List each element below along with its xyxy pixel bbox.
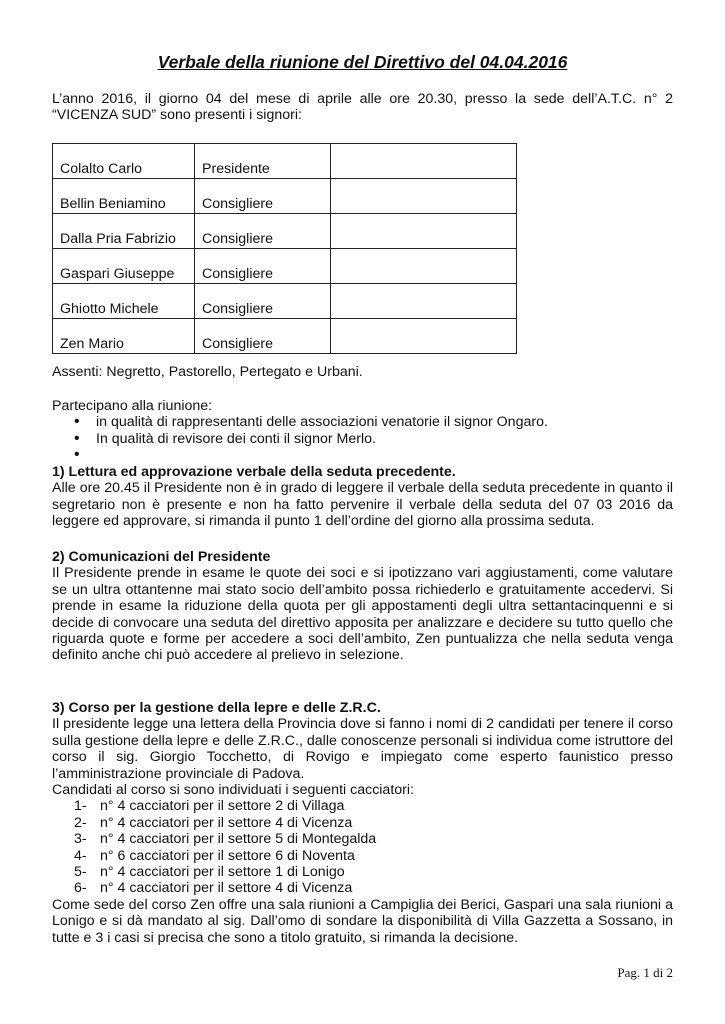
list-number: 3-	[74, 831, 87, 848]
member-signature-cell	[331, 284, 517, 319]
table-row	[53, 319, 517, 354]
section-text: Il Presidente prende in esame le quote dei soci e si ipotizzano vari aggiustamenti, come valutare se un ultra ottantenne mai stato socio dell’ambito possa richiederlo e gratuitamente accedervi. Si prende in esame la riduzione della quota per gli appostamenti degli ultra settantacinquenni e si decide di convocare una seduta del direttivo apposita per analizzare e decidere su tutto quello che riguarda quote e forme per accedere a soci dell’ambito, Zen puntualizza che nella seduta venga definito anche chi può accedere al prelievo in selezione.	[52, 565, 673, 664]
intro-line-2: “VICENZA SUD” sono presenti i signori:	[52, 107, 302, 124]
list-number: 4-	[74, 847, 87, 864]
intro-line-1: L’anno 2016, il giorno 04 del mese di aprile alle ore 20.30, presso la sede dell’A.T.C. n° 2	[52, 91, 673, 107]
section-heading: 1) Lettura ed approvazione verbale della seduta precedente.	[52, 464, 456, 480]
list-item	[52, 848, 673, 864]
member-name: Bellin Beniamino	[53, 179, 195, 214]
section-text: Alle ore 20.45 il Presidente non è in grado di leggere il verbale della seduta precedente in quanto il segretario non è presente e non ha fatto pervenire il verbale della seduta del 07 03 2016 da leggere ed approvare, si rimanda il punto 1 dell’ordine del giorno alla prossima seduta.	[52, 480, 673, 530]
list-text: n° 6 cacciatori per il settore 6 di Noventa	[100, 847, 355, 864]
table-row	[53, 214, 517, 249]
section-heading: 2) Comunicazioni del Presidente	[52, 549, 271, 565]
member-role: Consigliere	[195, 284, 331, 319]
list-item	[52, 815, 673, 831]
page-number: Pag. 1 di 2	[617, 965, 673, 980]
member-signature-cell	[331, 249, 517, 284]
member-signature-cell	[331, 214, 517, 249]
list-item: • in qualità di rappresentanti delle associazioni venatorie il signor Ongaro.	[52, 414, 673, 430]
section-text: Il presidente legge una lettera della Provincia dove si fanno i nomi di 2 candidati per tenere il corso sulla gestione della lepre e delle Z.R.C., dalle conoscenze personali si individua come istruttore del corso il sig. Giorgio Tocchetto, di Rovigo e impiegato come esperto faunistico presso l’amministrazione provinciale di Padova.	[52, 716, 673, 782]
section-closing: Come sede del corso Zen offre una sala riunioni a Campiglia dei Berici, Gaspari una sala riunioni a Lonigo e si dà mandato al sig. Dall’omo di sondare la disponibilità di Villa Gazzetta a Sossano, in tutte e 3 i casi si precisa che sono a titolo gratuito, si rimanda la decisione.	[52, 896, 673, 946]
participants-block	[52, 398, 673, 464]
member-name: Zen Mario	[53, 319, 195, 354]
participants-list	[52, 414, 673, 463]
member-role: Presidente	[195, 144, 331, 179]
list-text: n° 4 cacciatori per il settore 4 di Vicenza	[100, 814, 353, 831]
member-role: Consigliere	[195, 319, 331, 354]
member-role: Consigliere	[195, 179, 331, 214]
list-number: 2-	[74, 814, 87, 831]
members-table	[52, 143, 517, 354]
list-number: 6-	[74, 880, 87, 897]
candidates-intro: Candidati al corso si sono individuati i seguenti cacciatori:	[52, 782, 414, 799]
member-signature-cell	[331, 179, 517, 214]
list-item	[52, 864, 673, 880]
section-heading: 3) Corso per la gestione della lepre e delle Z.R.C.	[52, 700, 381, 716]
participants-heading: Partecipano alla riunione:	[52, 398, 213, 414]
list-item	[52, 447, 673, 463]
list-text: n° 4 cacciatori per il settore 1 di Lonigo	[100, 864, 345, 881]
member-name: Dalla Pria Fabrizio	[53, 214, 195, 249]
list-text: n° 4 cacciatori per il settore 2 di Villaga	[100, 798, 345, 815]
list-text: n° 4 cacciatori per il settore 5 di Montegalda	[100, 831, 377, 848]
document-title: Verbale della riunione del Direttivo del 04.04.2016	[157, 52, 568, 72]
section-2	[52, 549, 673, 664]
section-3	[52, 700, 673, 946]
member-name: Colalto Carlo	[53, 144, 195, 179]
candidates-list	[52, 798, 673, 896]
member-signature-cell	[331, 144, 517, 179]
member-signature-cell	[331, 319, 517, 354]
list-number: 1-	[74, 798, 87, 815]
table-row	[53, 144, 517, 179]
list-item	[52, 798, 673, 814]
member-name: Gaspari Giuseppe	[53, 249, 195, 284]
list-item	[52, 831, 673, 847]
table-row	[53, 179, 517, 214]
table-row	[53, 284, 517, 319]
member-role: Consigliere	[195, 214, 331, 249]
absent-list: Assenti: Negretto, Pastorello, Pertegato e Urbani.	[52, 364, 363, 380]
list-item: • In qualità di revisore dei conti il signor Merlo.	[52, 431, 673, 447]
table-row	[53, 249, 517, 284]
section-1	[52, 464, 673, 530]
list-text: n° 4 cacciatori per il settore 4 di Vicenza	[100, 880, 353, 897]
member-role: Consigliere	[195, 249, 331, 284]
member-name: Ghiotto Michele	[53, 284, 195, 319]
intro-paragraph	[52, 91, 673, 124]
list-item	[52, 880, 673, 896]
list-number: 5-	[74, 864, 87, 881]
